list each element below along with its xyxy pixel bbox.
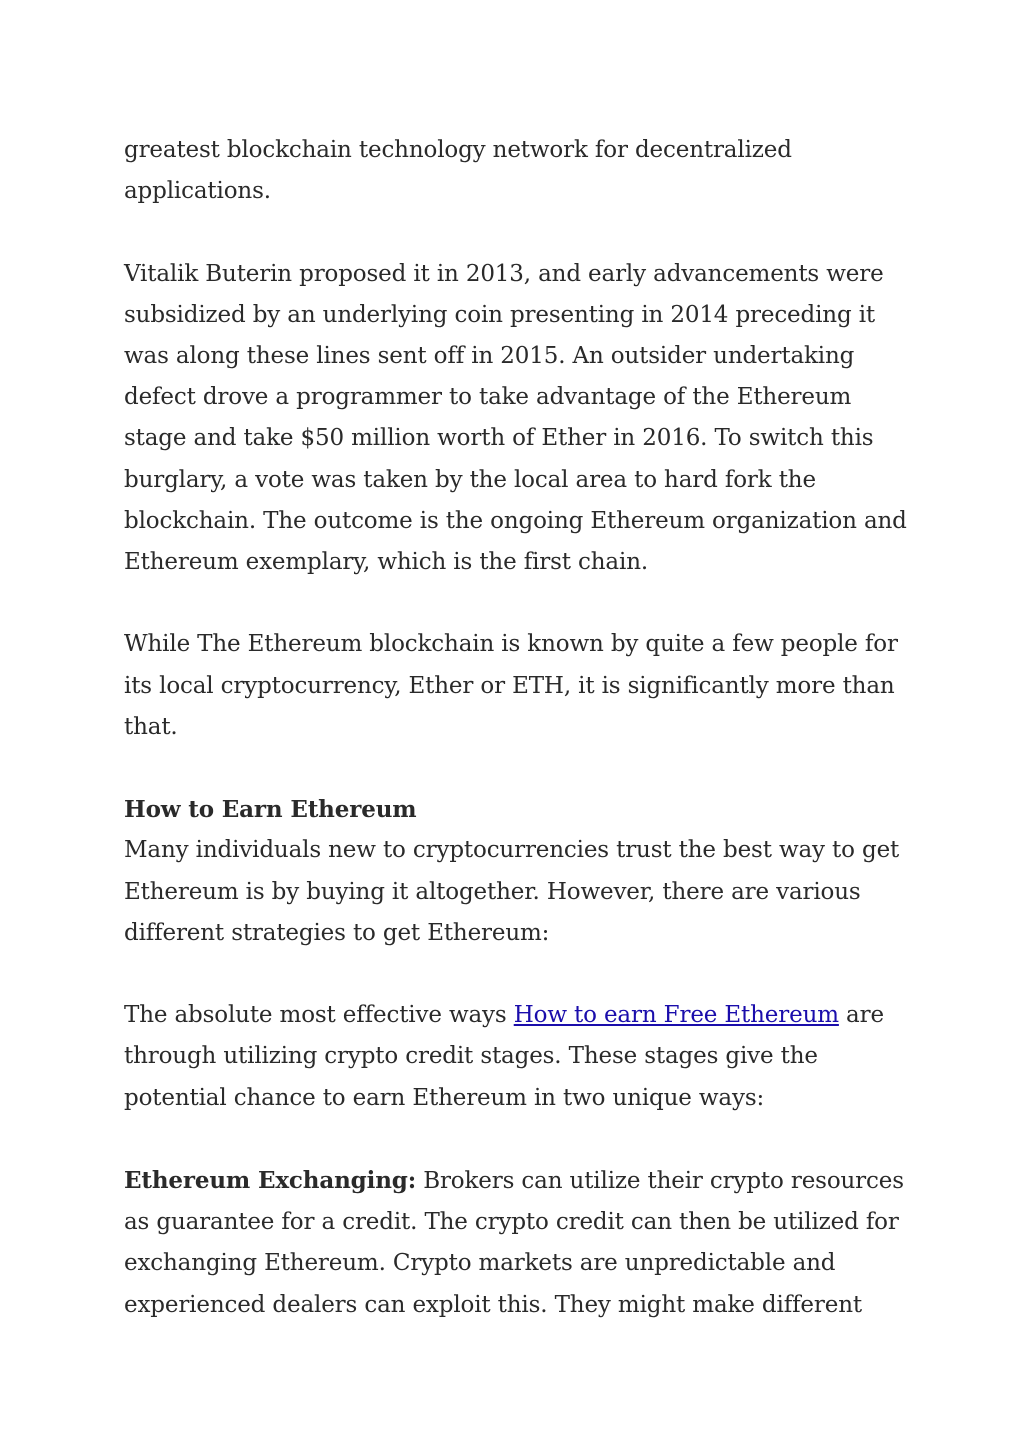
section-heading-how-to-earn: How to Earn Ethereum — [124, 796, 417, 824]
exchanging-label: Ethereum Exchanging: — [124, 1167, 417, 1194]
paragraph-strategies-intro: Many individuals new to cryptocurrencies trust the best way to get Ethereum is by buying it altogether. However, there are various different strategies to get Ethereum: — [124, 837, 900, 946]
paragraph-applications: greatest blockchain technology network for decentralized applications. — [124, 137, 792, 205]
paragraph-history: Vitalik Buterin proposed it in 2013, and early advancements were subsidized by an underlying coin presenting in 2014 preceding it was along these lines sent off in 2015. An outsider undertaking defect drove a programmer to take advantage of the Ethereum stage and take $50 million worth of Ether in 2016. To switch this burglary, a vote was taken by the local area to hard fork the blockchain. The outcome is the ongoing Ethereum organization and Ethereum exemplary, which is the first chain. — [124, 260, 907, 576]
paragraph-ether-eth: While The Ethereum blockchain is known by quite a few people for its local cryptocurrency, Ether or ETH, it is significantly more than that. — [124, 631, 898, 740]
effective-ways-text-before: The absolute most effective ways — [124, 1002, 514, 1029]
document-page — [124, 130, 914, 1367]
earn-free-ethereum-link[interactable]: How to earn Free Ethereum — [513, 1002, 839, 1029]
paragraph-ethereum-exchanging — [124, 1160, 914, 1326]
effective-ways-text-after: are through utilizing crypto credit stages. These stages give the potential chance to earn Ethereum in two unique ways: — [124, 1002, 884, 1111]
exchanging-text: Brokers can utilize their crypto resources as guarantee for a credit. The crypto credit can then be utilized for exchanging Ethereum. Crypto markets are unpredictable and experienced dealers can exploit this. They might make different — [124, 1168, 904, 1318]
paragraph-effective-ways — [124, 995, 914, 1119]
